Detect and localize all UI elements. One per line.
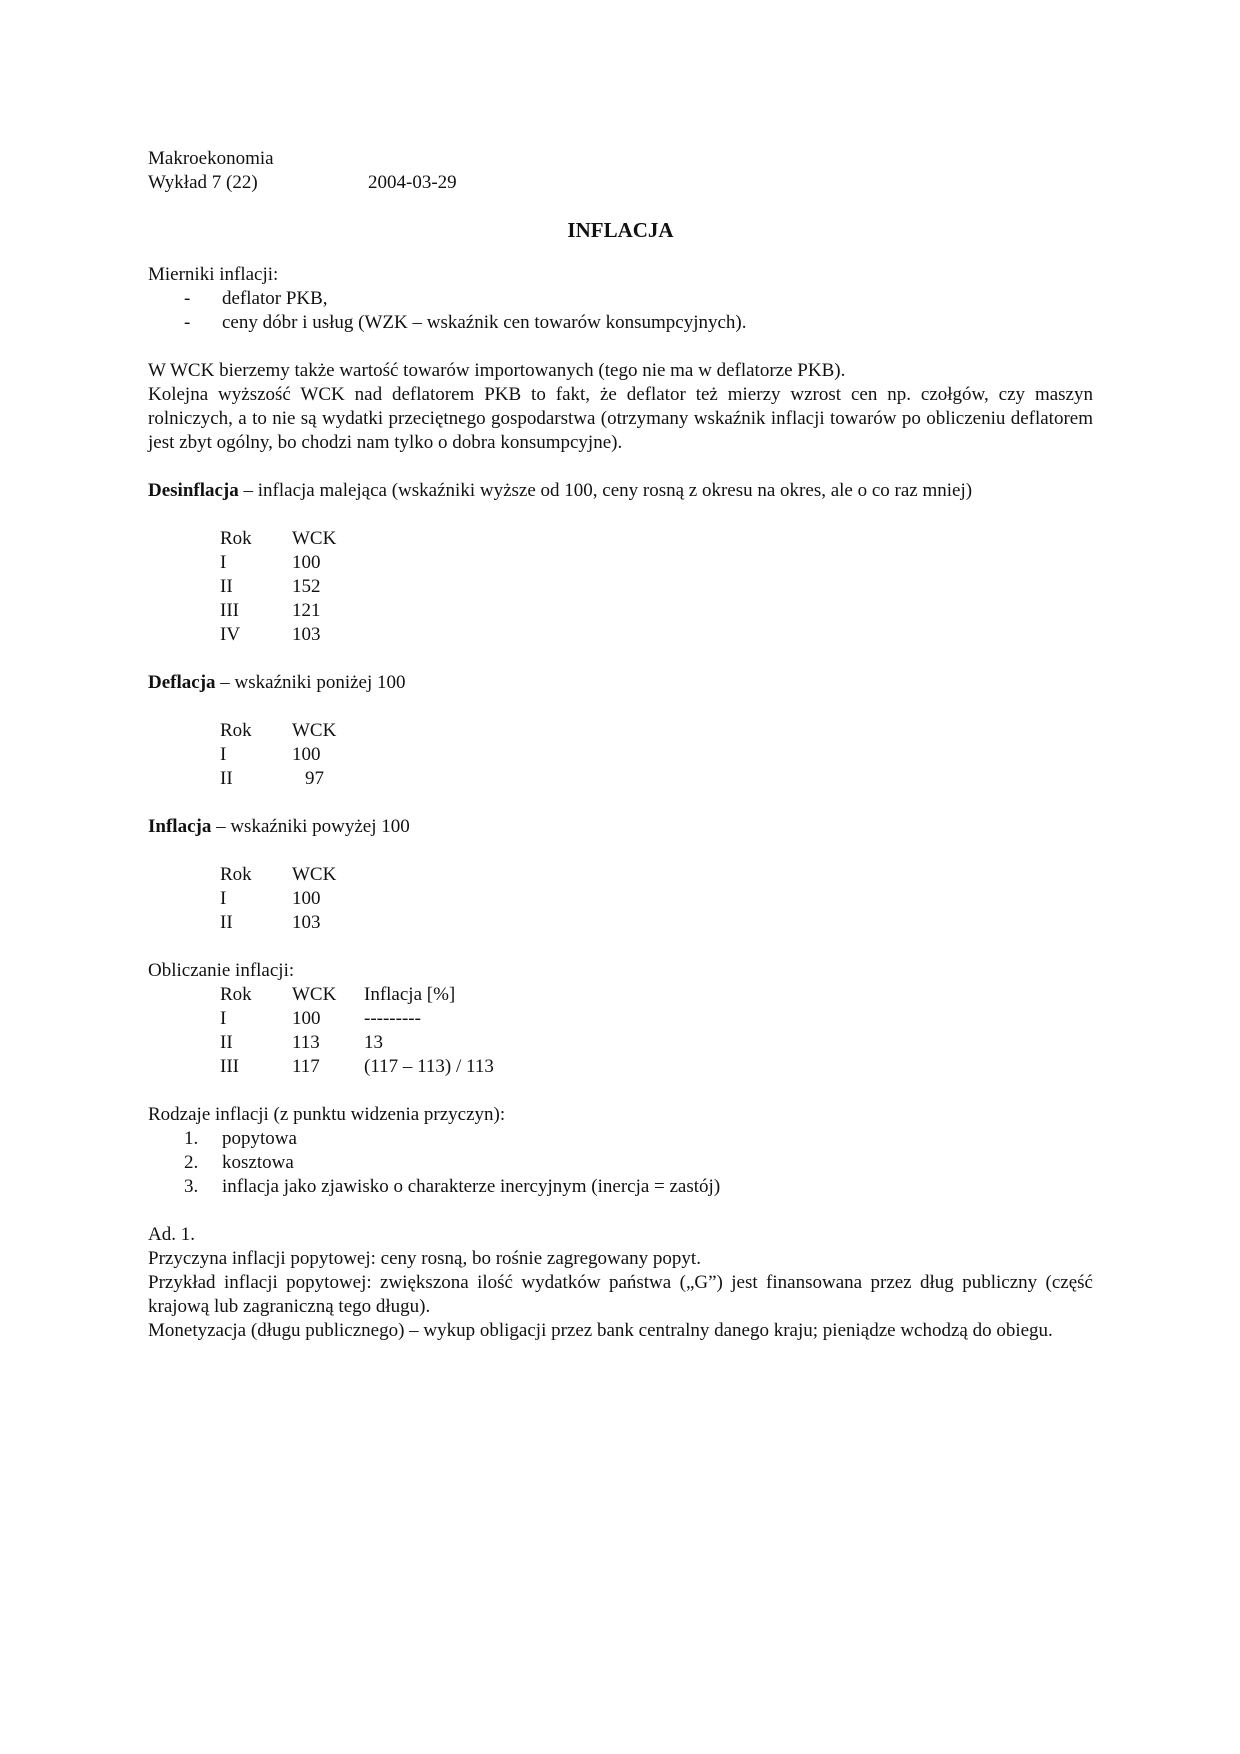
cell-year: III [220,600,239,621]
number-marker: 3. [184,1176,199,1197]
table-header-row [220,863,364,887]
paragraph-import: W WCK bierzemy także wartość towarów importowanych (tego nie ma w deflatorze PKB). [148,360,846,381]
cell-wck: 97 [305,768,324,789]
table-row [220,743,377,767]
ad1-example: Przykład inflacji popytowej: zwiększona ilość wydatków państwa („G”) jest finansowana przez dług publiczny (część krajową lub zagraniczną tego długu). [148,1272,1093,1317]
paragraph-advantage: Kolejna wyższość WCK nad deflatorem PKB to fakt, że deflator też mierzy wzrost cen np. czołgów, czy maszyn rolniczych, a to nie są wydatki przeciętnego gospodarstwa (otrzymany wskaźnik inflacji towarów po obliczeniu deflatorem jest zbyt ogólny, bo chodzi nam tylko o dobra konsumpcyjne). [148,384,1093,453]
header-cell-year: Rok [220,864,252,885]
lecture-date: 2004-03-29 [368,172,457,193]
cell-year: IV [220,624,241,645]
table-row [220,1055,564,1079]
type-text: kosztowa [222,1152,294,1173]
bullet-marker: - [184,288,191,309]
header-cell-inflation: Inflacja [%] [364,984,456,1005]
cell-wck: 100 [292,744,321,765]
types-heading: Rodzaje inflacji (z punktu widzenia przyczyn): [148,1104,506,1125]
inflation-term: Inflacja [148,816,212,837]
disinflation-table [220,527,364,647]
cell-wck: 103 [292,912,321,933]
table-row [220,887,364,911]
cell-inflation: 13 [364,1032,383,1053]
cell-year: II [220,912,233,933]
header-cell-wck: WCK [292,720,337,741]
table-row [220,623,364,647]
deflation-text: – wskaźniki poniżej 100 [215,672,406,693]
table-header-row [220,983,564,1007]
number-marker: 2. [184,1152,199,1173]
lecture-number: Wykład 7 (22) [148,172,258,193]
subject-line: Makroekonomia [148,148,274,169]
inflation-text: – wskaźniki powyżej 100 [211,816,410,837]
cell-wck: 103 [292,624,321,645]
inflation-definition [148,815,1093,839]
cell-year: I [220,552,227,573]
cell-inflation: (117 – 113) / 113 [364,1056,494,1077]
table-header-row [220,527,364,551]
cell-inflation: --------- [364,1008,421,1029]
disinflation-definition [148,479,1093,503]
measure-item [148,311,1093,335]
table-row [220,1007,564,1031]
table-row [220,551,364,575]
cell-year: II [220,768,233,789]
cell-wck: 100 [292,1008,321,1029]
cell-wck: 121 [292,600,321,621]
bullet-marker: - [184,312,191,333]
type-item [148,1127,1093,1151]
type-item [148,1151,1093,1175]
cell-wck: 100 [292,888,321,909]
document-page [148,147,1093,1343]
header-cell-year: Rok [220,984,252,1005]
cell-year: III [220,1056,239,1077]
header-cell-wck: WCK [292,984,337,1005]
inflation-table [220,863,364,935]
header-cell-wck: WCK [292,528,337,549]
number-marker: 1. [184,1128,199,1149]
table-row [220,575,364,599]
calculation-heading: Obliczanie inflacji: [148,960,295,981]
type-text: inflacja jako zjawisko o charakterze inercyjnym (inercja = zastój) [222,1176,721,1197]
header-cell-wck: WCK [292,864,337,885]
table-row [220,767,377,791]
type-item [148,1175,1093,1199]
type-text: popytowa [222,1128,297,1149]
header-cell-year: Rok [220,720,252,741]
cell-wck: 117 [292,1056,320,1077]
cell-year: I [220,1008,227,1029]
cell-year: I [220,744,227,765]
deflation-table [220,719,377,791]
deflation-term: Deflacja [148,672,216,693]
measure-text: ceny dóbr i usług (WZK – wskaźnik cen towarów konsumpcyjnych). [222,312,747,333]
calculation-table [220,983,564,1079]
header-cell-year: Rok [220,528,252,549]
lecture-date-line [148,171,1093,195]
cell-wck: 100 [292,552,321,573]
ad1-label: Ad. 1. [148,1224,195,1245]
table-row [220,1031,564,1055]
table-header-row [220,719,377,743]
measure-item [148,287,1093,311]
table-row [220,911,364,935]
deflation-definition [148,671,1093,695]
measures-heading: Mierniki inflacji: [148,264,279,285]
document-title: INFLACJA [567,218,674,242]
measure-text: deflator PKB, [222,288,328,309]
cell-year: II [220,1032,233,1053]
cell-wck: 113 [292,1032,320,1053]
disinflation-text: – inflacja malejąca (wskaźniki wyższe od 100, ceny rosną z okresu na okres, ale o co raz mniej) [238,480,973,501]
ad1-cause: Przyczyna inflacji popytowej: ceny rosną, bo rośnie zagregowany popyt. [148,1248,701,1269]
cell-wck: 152 [292,576,321,597]
cell-year: I [220,888,227,909]
cell-year: II [220,576,233,597]
disinflation-term: Desinflacja [148,480,239,501]
ad1-monetization: Monetyzacja (długu publicznego) – wykup obligacji przez bank centralny danego kraju; pieniądze wchodzą do obiegu. [148,1320,1053,1341]
table-row [220,599,364,623]
